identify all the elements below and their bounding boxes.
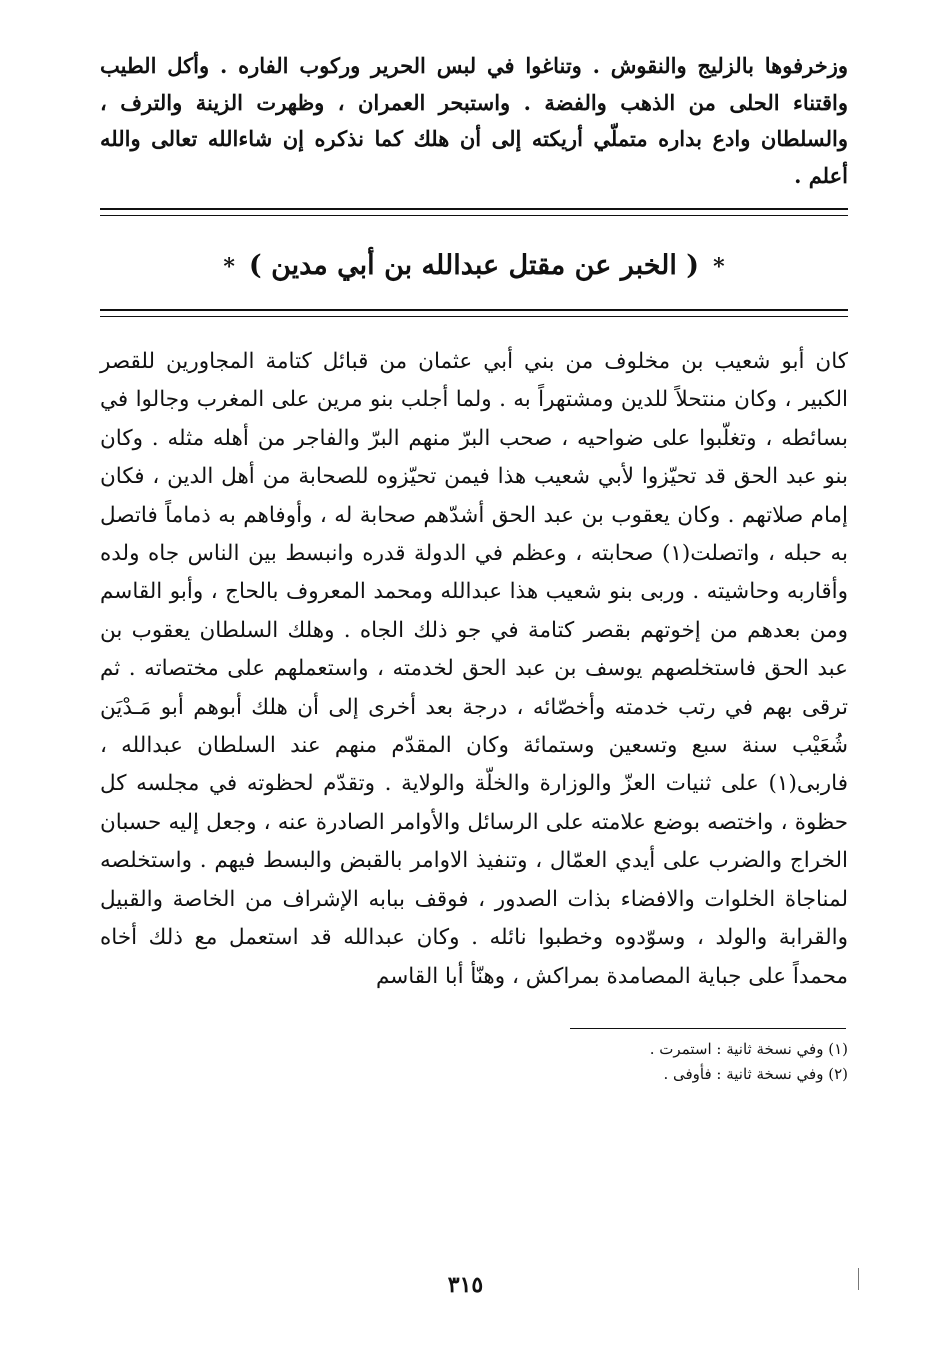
heading-title: ( الخبر عن مقتل عبدالله بن أبي مدين ): [248, 250, 700, 281]
footnote-2: (٢) وفي نسخة ثانية : فأوفى .: [663, 1064, 848, 1083]
footnotes: [100, 1037, 848, 1087]
book-page: [100, 48, 848, 1087]
body-paragraph: كان أبو شعيب بن مخلوف من بني أبي عثمان من قبائل كتامة المجاورين للقصر الكبير ، وكان منتحلاً للدين ومشتهراً به . ولما أجلب بنو مرين على المغرب وجالوا في بسائطه ، وتغلّبوا على ضواحيه ، صحب البرّ منهم البرّ والفاجر من أهله مثله . وكان بنو عبد الحق قد تحيّزوا لأبي شعيب هذا فيمن تحيّزوه للصحابة من أهل الدين ، فكان إمام صلاتهم . وكان يعقوب بن عبد الحق أشدّهم صحابة له ، وأوفاهم به ذماماً فاتصل به حبله ، واتصلت(١) صحابته ، وعظم في الدولة قدره وانبسط بين الناس جاه ولده وأقاربه وحاشيته . وربى بنو شعيب هذا عبدالله ومحمد المعروف بالحاج ، وأبو القاسم ومن بعدهم من إخوتهم بقصر كتامة في جو ذلك الجاه . وهلك السلطان يعقوب بن عبد الحق فاستخلصهم يوسف بن عبد الحق لخدمته ، واستعملهم على مختصاته . ثم ترقى بهم في رتب خدمته وأخصّائه ، درجة بعد أخرى إلى أن هلك أبوهم أبو مَـدْيَن شُعَيْب سنة سبع وتسعين وستمائة وكان المقدّم منهم عند السلطان عبدالله ، فاربى(١) على ثنيات العزّ والوزارة والخلّة والولاية . وتقدّم لحظوته في مجلسه كل حظوة ، واختصه بوضع علامته على الرسائل والأوامر الصادرة عنه ، وجعل إليه حسبان الخراج والضرب على أيدي العمّال ، وتنفيذ الاوامر بالقبض والبسط فيهم . واستخلصه لمناجاة الخلوات والافضاء بذات الصدور ، فوقف ببابه الإشراف من الخاصة والقبيل والقرابة والولد ، وسوّدوه وخطبوا نائله . وكان عبدالله قد استعمل مع ذلك أخاه محمداً على جباية المصامدة بمراكش ، وهنّأ أبا القاسم: [100, 349, 848, 989]
page-number: ٣١٥: [447, 1272, 484, 1298]
footnote-1: (١) وفي نسخة ثانية : استمرت .: [649, 1039, 848, 1058]
section-heading: [100, 246, 848, 287]
margin-mark: [858, 1268, 859, 1290]
header-double-rule-top: [100, 208, 848, 220]
header-double-rule-bottom: [100, 309, 848, 321]
heading-star-left: *: [223, 254, 235, 280]
heading-star-right: *: [713, 254, 725, 280]
top-paragraph: وزخرفوها بالزليج والنقوش . وتناغوا في لبس الحرير وركوب الفاره . وأكل الطيب واقتناء الحلى من الذهب والفضة . واستبحر العمران ، وظهرت الزينة والترف ، والسلطان وادع بداره متملّي أريكته إلى أن هلك كما نذكره إن شاءالله تعالى والله أعلم .: [100, 53, 848, 188]
